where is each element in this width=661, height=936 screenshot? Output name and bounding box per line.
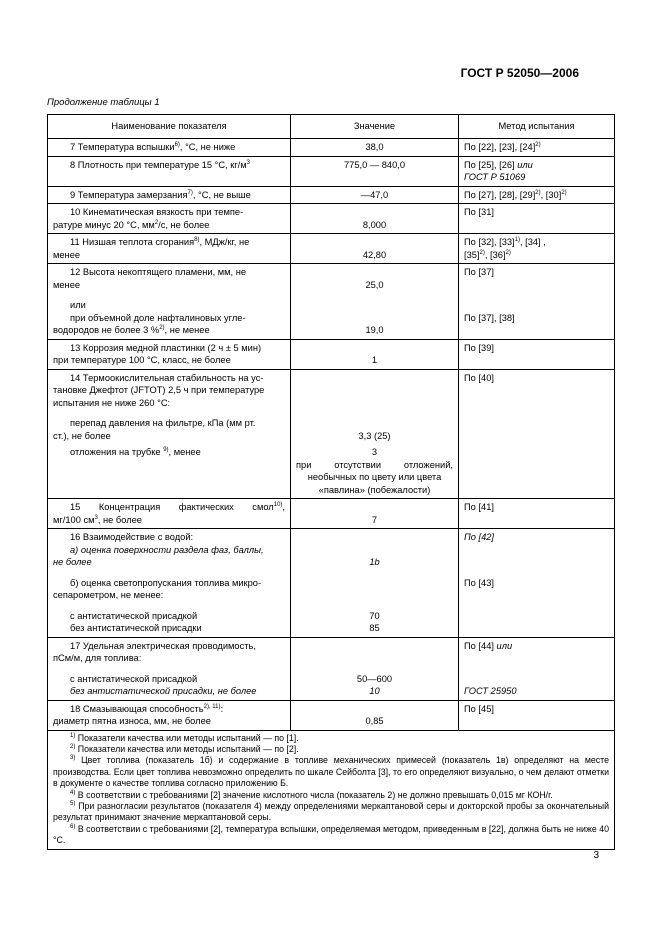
row-name: 7 Температура вспышки$^{6)}$, °С, не ниже bbox=[48, 139, 291, 157]
row-value: 25,0 19,0 bbox=[291, 264, 459, 340]
row-method: По [31] bbox=[459, 204, 615, 234]
footnote: $^{3)}$ Цвет топлива (показатель 1б) и содержание в топливе механических примесей (показатель 1в) определяют на месте производства. Если цвет топлива невозможно определить по шкале Сейболта [3], то его определяют визуально, о чем делают отметки в документе о качестве топлива согласно приложению Б. bbox=[53, 755, 610, 789]
footnote: $^{5)}$ При разногласии результатов (показателя 4) между определениями меркаптановой серы и докторской пробы за окончательный результат принимают значение меркаптановой серы. bbox=[53, 800, 609, 823]
row-value: 42,80 bbox=[291, 234, 459, 264]
row-value: 1b 70 85 bbox=[291, 529, 459, 638]
table-row bbox=[48, 186, 615, 204]
document-id: ГОСТ Р 52050—2006 bbox=[460, 66, 579, 80]
footnote: $^{6)}$ В соответствии с требованиями [2], температура вспышки, определяемая методом, приведенным в [22], должна быть не ниже 40 °С. bbox=[53, 823, 609, 846]
footnotes bbox=[48, 730, 615, 849]
col-header-value: Значение bbox=[291, 115, 459, 139]
notes-row bbox=[48, 730, 615, 849]
row-method: По [39] bbox=[459, 339, 615, 369]
row-value: 775,0 — 840,0 bbox=[291, 156, 459, 186]
row-method: По [41] bbox=[459, 499, 615, 529]
row-name: 8 Плотность при температуре 15 °С, $кг/м^3$ bbox=[48, 156, 291, 186]
row-value: 8,000 bbox=[291, 204, 459, 234]
row-value: 3,3 (25) 3 при отсутствии отложений, необычных по цвету или цвета «павлина» (побежалости) bbox=[291, 369, 459, 499]
row-method: По [22], [23], $[24]^{2)}$ bbox=[459, 139, 615, 157]
row-value: —47,0 bbox=[291, 186, 459, 204]
table-row bbox=[48, 139, 615, 157]
row-name: 13 Коррозия медной пластинки (2 ч ± 5 мин) при температуре 100 °С, класс, не более bbox=[48, 339, 291, 369]
row-value: 50—600 10 bbox=[291, 637, 459, 700]
row-name: 16 Взаимодействие с водой: а) оценка поверхности раздела фаз, баллы, не более б) оценка светопропускания топлива микро- сепарометром, не менее: с антистатической присадкой без антистатической присадки bbox=[48, 529, 291, 638]
row-name: 12 Высота некоптящего пламени, мм, не менее или при объемной доле нафталиновых угле- водородов не более 3 %$^{2)}$, не менее bbox=[48, 264, 291, 340]
footnote: $^{2)}$ Показатели качества или методы испытаний — по [2]. bbox=[70, 743, 299, 754]
row-name: 15 Концентрация фактических смол$^{10)}$, мг/100 $см^3$, не более bbox=[48, 499, 291, 529]
row-name: 18 Смазывающая способность$^{2), 11)}$: диаметр пятна износа, мм, не более bbox=[48, 700, 291, 730]
table-row bbox=[48, 529, 615, 638]
row-value: 0,85 bbox=[291, 700, 459, 730]
table-row bbox=[48, 204, 615, 234]
table-row bbox=[48, 499, 615, 529]
footnote: $^{1)}$ Показатели качества или методы испытаний — по [1]. bbox=[70, 732, 299, 743]
row-method: По [27], [28], $[29]^{2)}$, $[30]^{2)}$ bbox=[459, 186, 615, 204]
table-row bbox=[48, 264, 615, 340]
row-value: 7 bbox=[291, 499, 459, 529]
row-name: 9 Температура замерзания$^{7)}$, °С, не выше bbox=[48, 186, 291, 204]
row-name: 17 Удельная электрическая проводимость, пСм/м, для топлива: с антистатической присадкой без антистатической присадки, не более bbox=[48, 637, 291, 700]
row-value: 1 bbox=[291, 339, 459, 369]
table-row bbox=[48, 369, 615, 499]
page-number: 3 bbox=[593, 850, 599, 861]
row-method: По [44] или ГОСТ 25950 bbox=[459, 637, 615, 700]
footnote: $^{4)}$ В соответствии с требованиями [2] значение кислотного числа (показатель 2) не должно превышать 0,015 мг КОН/г. bbox=[70, 789, 553, 800]
table-continuation-caption: Продолжение таблицы 1 bbox=[47, 97, 160, 108]
table-row bbox=[48, 700, 615, 730]
row-method: По [40] bbox=[459, 369, 615, 499]
quality-table bbox=[47, 114, 615, 850]
table-header-row bbox=[48, 115, 615, 139]
row-method: По [42] По [43] bbox=[459, 529, 615, 638]
col-header-name: Наименование показателя bbox=[48, 115, 291, 139]
row-method: По [25], [26] или ГОСТ Р 51069 bbox=[459, 156, 615, 186]
row-name: 14 Термоокислительная стабильность на ус- тановке Джефтот (JFTOT) 2,5 ч при температуре испытания не ниже 260 °С: перепад давления на фильтре, кПа (мм рт. ст.), не более отложения на трубке $^{9)}$, менее bbox=[48, 369, 291, 499]
table-row bbox=[48, 234, 615, 264]
col-header-method: Метод испытания bbox=[459, 115, 615, 139]
row-method: По [32], $[33]^{1)}$, [34] , $[35]^{2)}$, $[36]^{2)}$ bbox=[459, 234, 615, 264]
table-row bbox=[48, 339, 615, 369]
row-name: 10 Кинематическая вязкость при темпе- ратуре минус 20 °С, $мм^2/с$, не более bbox=[48, 204, 291, 234]
row-method: По [37] По [37], [38] bbox=[459, 264, 615, 340]
table-row bbox=[48, 637, 615, 700]
row-value: 38,0 bbox=[291, 139, 459, 157]
row-name: 11 Низшая теплота сгорания$^{8)}$, МДж/кг, не менее bbox=[48, 234, 291, 264]
row-method: По [45] bbox=[459, 700, 615, 730]
table-row bbox=[48, 156, 615, 186]
